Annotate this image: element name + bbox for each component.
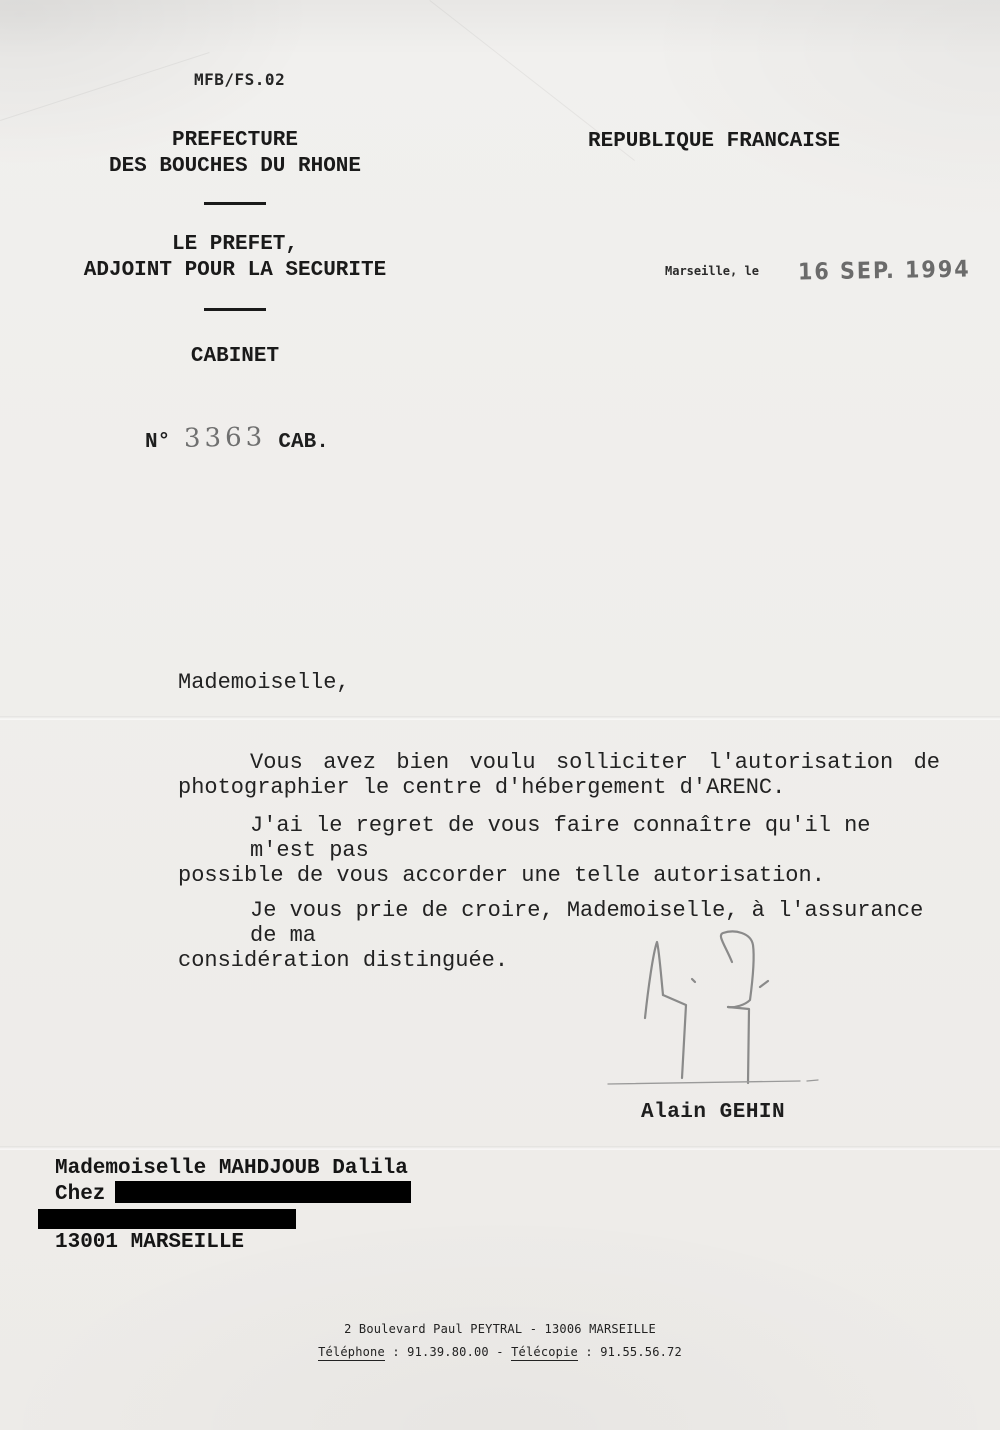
date-stamp: 16 SEP. 1994 xyxy=(797,256,971,286)
salutation: Mademoiselle, xyxy=(178,670,350,695)
file-reference: MFB/FS.02 xyxy=(194,70,286,89)
signature-stroke xyxy=(663,995,686,1078)
signature-underline xyxy=(608,1080,818,1084)
redaction-bar xyxy=(38,1209,296,1229)
sender-block xyxy=(80,128,390,370)
signatory-name: Alain GEHIN xyxy=(641,1101,786,1124)
signature-stroke xyxy=(760,981,768,987)
sender-title-line1: LE PREFET, xyxy=(171,233,299,256)
signature-stroke xyxy=(728,1007,749,1083)
care-of-label: Chez xyxy=(55,1183,106,1206)
sender-org-line1: PREFECTURE xyxy=(171,129,299,152)
paragraph-line: considération distinguée. xyxy=(178,948,509,973)
ref-number-prefix: N° xyxy=(145,431,171,454)
phone-label: Téléphone xyxy=(318,1345,385,1359)
footer-address: 2 Boulevard Paul PEYTRAL - 13006 MARSEILLE xyxy=(344,1322,656,1336)
ref-number-suffix: CAB. xyxy=(278,431,329,454)
sender-org-line2: DES BOUCHES DU RHONE xyxy=(108,155,362,178)
paragraph-line: photographier le centre d'hébergement d'ARENC. xyxy=(178,775,786,800)
recipient-address-block xyxy=(55,1157,411,1255)
reference-number-line xyxy=(145,424,329,454)
paragraph-line: Je vous prie de croire, Mademoiselle, à l'assurance de ma xyxy=(250,898,924,948)
phone-number: : 91.39.80.00 - xyxy=(384,1345,512,1359)
paragraph-line: J'ai le regret de vous faire connaître qu'il ne m'est pas xyxy=(250,813,871,863)
republic-heading: REPUBLIQUE FRANCAISE xyxy=(588,130,841,153)
place-date-line: Marseille, le xyxy=(665,264,759,278)
fax-label: Télécopie xyxy=(511,1345,578,1359)
footer-contacts xyxy=(0,1345,1000,1359)
paragraph xyxy=(178,750,940,800)
signature-stroke xyxy=(645,942,663,1018)
recipient-city: 13001 MARSEILLE xyxy=(55,1231,245,1254)
paragraph-line: possible de vous accorder une telle autorisation. xyxy=(178,863,825,888)
recipient-name: Mademoiselle MAHDJOUB Dalila xyxy=(55,1157,408,1180)
letter-body xyxy=(178,670,940,973)
paper-crease xyxy=(0,52,210,121)
signature-stroke xyxy=(721,932,754,1008)
sender-office: CABINET xyxy=(190,345,280,368)
paragraph xyxy=(178,813,940,888)
signature-handwriting xyxy=(595,925,825,1095)
divider-rule xyxy=(204,308,266,311)
paragraph xyxy=(178,898,940,973)
signature-stroke xyxy=(692,979,695,982)
fax-number: : 91.55.56.72 xyxy=(577,1345,682,1359)
recipient-care-of-line xyxy=(55,1181,411,1207)
paper-fold-crease xyxy=(0,1146,1000,1150)
divider-rule xyxy=(204,202,266,205)
paragraph-line: Vous avez bien voulu solliciter l'autorisation de xyxy=(250,750,940,775)
sender-title-line2: ADJOINT POUR LA SECURITE xyxy=(83,259,387,282)
letterhead-footer xyxy=(0,1322,1000,1359)
redaction-bar xyxy=(115,1181,411,1203)
ref-number-stamp: 3363 xyxy=(183,422,267,454)
